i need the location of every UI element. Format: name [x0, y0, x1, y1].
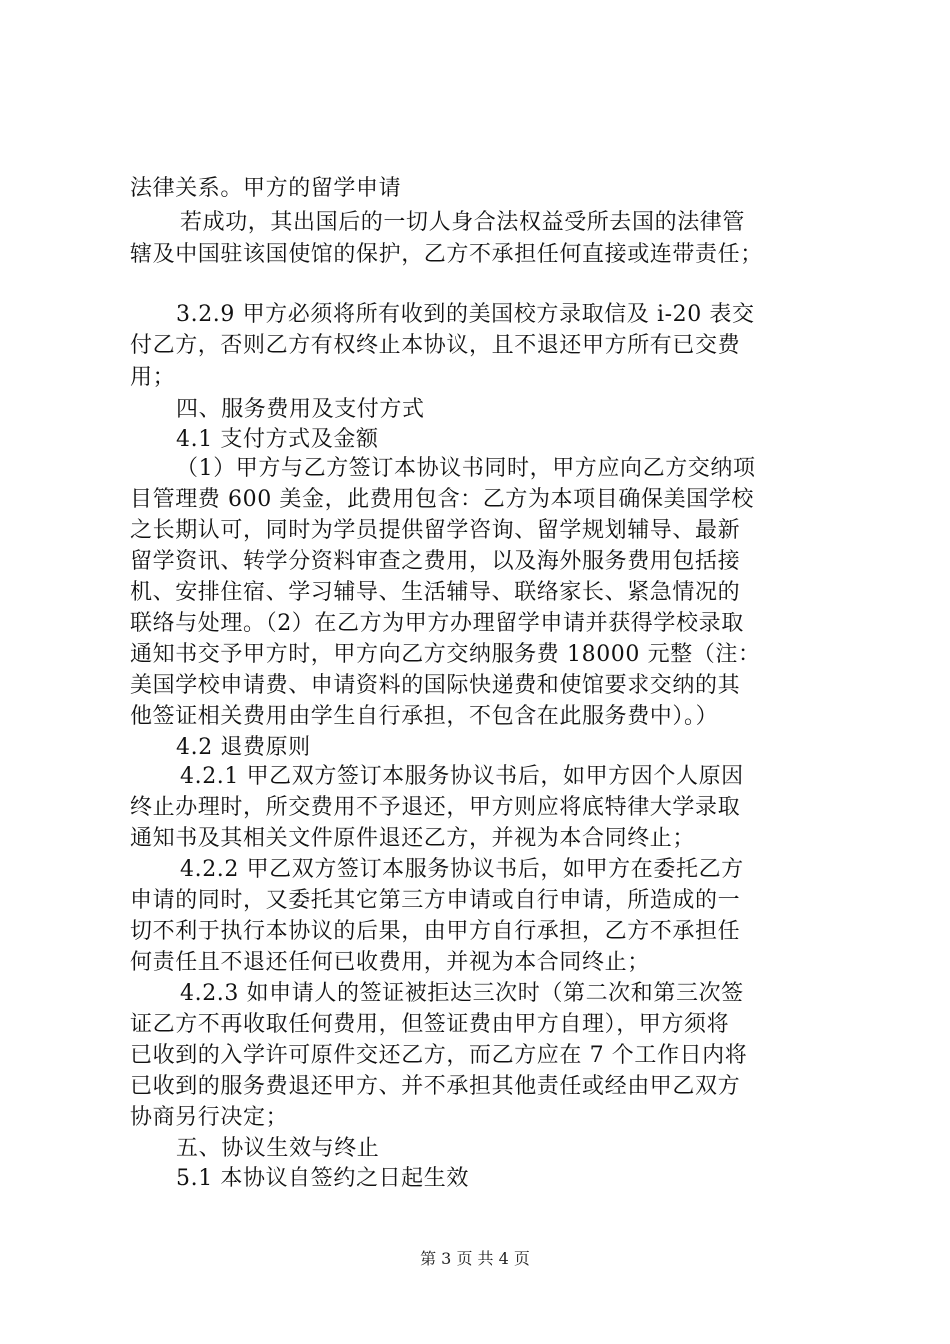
text-line: 他签证相关费用由学生自行承担，不包含在此服务费中）。） — [130, 704, 719, 729]
text-line: 联络与处理。（2）在乙方为甲方办理留学申请并获得学校录取 — [130, 611, 744, 636]
text-line: 3.2.9 甲方必须将所有收到的美国校方录取信及 i-20 表交 — [176, 302, 755, 327]
text-line: 付乙方，否则乙方有权终止本协议，且不退还甲方所有已交费 — [130, 333, 741, 358]
text-line: 若成功，其出国后的一切人身合法权益受所去国的法律管 — [180, 210, 746, 235]
section-heading: 四、服务费用及支付方式 — [176, 397, 425, 422]
text-line: （1）甲方与乙方签订本协议书同时，甲方应向乙方交纳项 — [176, 456, 756, 481]
text-line: 4.2.3 如申请人的签证被拒达三次时（第二次和第三次签 — [180, 981, 744, 1006]
text-line: 申请的同时，又委托其它第三方申请或自行申请，所造成的一 — [130, 888, 741, 913]
text-line: 法律关系。甲方的留学申请 — [130, 176, 402, 201]
text-line: 协商另行决定； — [130, 1105, 289, 1130]
text-line: 终止办理时，所交费用不予退还，甲方则应将底特律大学录取 — [130, 795, 741, 820]
subsection-heading: 4.2 退费原则 — [176, 735, 311, 760]
text-line: 通知书交予甲方时，甲方向乙方交纳服务费 18000 元整（注： — [130, 642, 761, 667]
subsection-heading: 4.1 支付方式及金额 — [176, 427, 379, 452]
text-line: 辖及中国驻该国使馆的保护，乙方不承担任何直接或连带责任； — [130, 242, 763, 267]
text-line: 目管理费 600 美金，此费用包含：乙方为本项目确保美国学校 — [130, 487, 754, 512]
text-line: 留学资讯、转学分资料审查之费用，以及海外服务费用包括接 — [130, 549, 741, 574]
text-line: 4.2.2 甲乙双方签订本服务协议书后，如甲方在委托乙方 — [180, 857, 744, 882]
text-line: 已收到的服务费退还甲方、并不承担其他责任或经由甲乙双方 — [130, 1074, 741, 1099]
text-line: 机、安排住宿、学习辅导、生活辅导、联络家长、紧急情况的 — [130, 580, 741, 605]
section-heading: 五、协议生效与终止 — [176, 1136, 380, 1161]
text-line: 何责任且不退还任何已收费用，并视为本合同终止； — [130, 950, 650, 975]
text-line: 已收到的入学许可原件交还乙方，而乙方应在 7 个工作日内将 — [130, 1043, 748, 1068]
text-line: 之长期认可，同时为学员提供留学咨询、留学规划辅导、最新 — [130, 518, 741, 543]
text-line: 证乙方不再收取任何费用，但签证费由甲方自理），甲方须将 — [130, 1012, 730, 1037]
text-line: 通知书及其相关文件原件退还乙方，并视为本合同终止； — [130, 826, 696, 851]
text-line: 5.1 本协议自签约之日起生效 — [176, 1166, 469, 1191]
text-line: 4.2.1 甲乙双方签订本服务协议书后，如甲方因个人原因 — [180, 764, 744, 789]
text-line: 美国学校申请费、申请资料的国际快递费和使馆要求交纳的其 — [130, 673, 741, 698]
text-line: 用； — [130, 365, 176, 390]
text-line: 切不利于执行本协议的后果，由甲方自行承担，乙方不承担任 — [130, 919, 741, 944]
page-number: 第 3 页 共 4 页 — [420, 1249, 530, 1268]
